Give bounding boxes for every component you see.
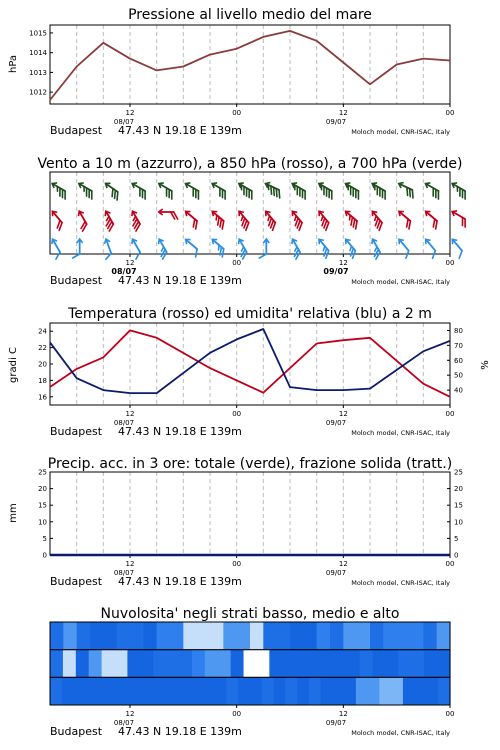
date-label: 08/07 — [113, 569, 135, 577]
wind-barb — [262, 181, 283, 198]
x-tick-label: 12 — [125, 259, 135, 267]
cloud-cell — [321, 677, 333, 705]
y-tick-label: 0 — [42, 551, 47, 560]
barb-feather — [259, 254, 266, 258]
cloud-cell — [102, 650, 116, 678]
cloud-cell — [179, 650, 193, 678]
wind-barb — [49, 181, 70, 199]
footer-coords: 47.43 N 19.18 E 139m — [118, 124, 242, 137]
panel1-ylabel: hPa — [8, 54, 19, 74]
cloud-cell — [156, 677, 168, 705]
x-tick-label: 12 — [125, 560, 135, 568]
cloud-cell — [368, 677, 380, 705]
cloud-cell — [391, 677, 403, 705]
wind-barb — [421, 209, 442, 229]
cloud-cell — [269, 650, 283, 678]
wind-barb — [314, 237, 334, 258]
wind-barb — [100, 210, 118, 231]
cloud-cell — [50, 622, 64, 650]
barb-staff — [106, 240, 111, 253]
cloud-cell — [127, 650, 141, 678]
panel1-title: Pressione al livello medio del mare — [128, 7, 372, 23]
cloud-cell — [438, 677, 450, 705]
cloud-cell — [85, 677, 97, 705]
cloud-cell — [215, 677, 227, 705]
x-tick-label: 00 — [232, 259, 242, 267]
wind-barb — [394, 209, 415, 229]
footer-credit: Moloch model, CNR-ISAC, Italy — [351, 429, 450, 437]
cloud-cell — [321, 650, 335, 678]
cloud-cell — [231, 650, 245, 678]
cloud-cell — [410, 622, 424, 650]
x-tick-label: 12 — [125, 109, 135, 117]
x-tick-label: 00 — [232, 109, 242, 117]
cloud-cell — [437, 622, 451, 650]
cloud-cell — [403, 677, 415, 705]
cloud-cell — [424, 650, 438, 678]
wind-barb — [209, 181, 230, 199]
cloud-cell — [330, 622, 344, 650]
cloud-cell — [398, 650, 412, 678]
barb-feather — [193, 249, 201, 257]
y-tick-label-right: 60 — [454, 356, 463, 365]
wind-barb — [396, 181, 417, 198]
humidity-line — [50, 329, 450, 393]
panel3-title: Temperatura (rosso) ed umidita' relativa (blu) a 2 m — [68, 306, 432, 322]
date-label: 09/07 — [325, 419, 347, 427]
barb-feather — [403, 251, 411, 259]
cloud-cell — [360, 650, 374, 678]
cloud-cell — [132, 677, 144, 705]
barb-feather — [134, 252, 142, 259]
y-tick-label-right: 20 — [454, 485, 463, 494]
cloud-cell — [426, 677, 438, 705]
wind-barb — [287, 209, 307, 230]
temperature-panel — [38, 323, 463, 438]
cloud-cell — [226, 677, 238, 705]
cloud-cell — [157, 622, 171, 650]
y-tick-label-right: 0 — [454, 551, 459, 560]
footer-coords: 47.43 N 19.18 E 139m — [118, 274, 242, 287]
y-tick-label: 1014 — [29, 49, 47, 58]
wind-barb — [234, 209, 254, 230]
cloud-cell — [237, 622, 251, 650]
wind-barb — [422, 181, 443, 199]
cloud-cell — [309, 677, 321, 705]
cloud-cell — [344, 677, 356, 705]
barb-staff — [186, 240, 197, 249]
wind-barb — [208, 209, 229, 229]
cloud-cell — [109, 677, 121, 705]
x-tick-label: 00 — [232, 410, 242, 418]
cloud-cell — [277, 622, 291, 650]
cloud-cell — [179, 677, 191, 705]
cloud-cell — [282, 650, 296, 678]
cloud-cell — [143, 622, 157, 650]
cloud-cell — [144, 677, 156, 705]
cloud-cell — [153, 650, 167, 678]
date-label: 09/07 — [325, 719, 347, 727]
date-label: 08/07 — [113, 118, 135, 126]
cloud-cell — [295, 650, 309, 678]
wind-barb — [420, 237, 440, 258]
wind-barb — [155, 181, 176, 199]
wind-barb — [314, 209, 334, 230]
y-tick-label: 5 — [42, 534, 47, 543]
wind-barb — [181, 209, 202, 229]
cloud-cell — [297, 677, 309, 705]
cloud-cell — [411, 650, 425, 678]
y-tick-label-right: 70 — [454, 341, 463, 350]
y-tick-label-right: 40 — [454, 386, 463, 395]
wind-barb — [342, 181, 363, 199]
cloud-cell — [62, 677, 74, 705]
cloud-cell — [63, 622, 77, 650]
cloud-cell — [263, 622, 277, 650]
wind-barb — [449, 181, 470, 199]
cloud-cell — [379, 677, 391, 705]
y-tick-label: 22 — [38, 344, 47, 353]
x-tick-label: 00 — [445, 109, 455, 117]
barb-staff — [426, 240, 435, 251]
x-tick-label: 12 — [338, 710, 348, 718]
cloud-cell — [130, 622, 144, 650]
footer-location: Budapest — [50, 274, 103, 287]
cloud-cell — [370, 622, 384, 650]
date-label: 08/07 — [113, 419, 135, 427]
date-label: 09/07 — [325, 118, 347, 126]
cloud-cell — [183, 622, 197, 650]
cloud-cell — [117, 622, 131, 650]
precipitation-panel — [38, 469, 463, 589]
y-tick-label: 1013 — [29, 68, 47, 77]
plot-frame — [50, 323, 450, 405]
cloud-cell — [244, 650, 257, 678]
cloud-cell — [290, 622, 304, 650]
cloud-cell — [397, 622, 411, 650]
x-tick-label: 00 — [445, 710, 455, 718]
x-tick-label: 12 — [338, 410, 348, 418]
panel4-title: Precip. acc. in 3 ore: totale (verde), frazione solida (tratt.) — [47, 456, 453, 472]
barb-feather — [457, 251, 465, 259]
wind-barb — [126, 210, 144, 231]
panel3-ylabel-right: % — [480, 360, 491, 370]
panel3-ylabel: gradi C — [8, 347, 19, 383]
y-tick-label: 1015 — [29, 29, 47, 38]
cloud-cell — [415, 677, 427, 705]
y-tick-label-right: 15 — [454, 501, 463, 510]
y-tick-label: 15 — [38, 501, 47, 510]
wind-barb — [449, 209, 470, 227]
cloud-cell — [357, 622, 371, 650]
barb-staff — [400, 240, 409, 251]
cloud-cell — [140, 650, 154, 678]
date-label: 09/07 — [325, 569, 347, 577]
y-tick-label-right: 10 — [454, 518, 463, 527]
footer-location: Budapest — [50, 425, 103, 438]
x-tick-label: 12 — [338, 560, 348, 568]
cloud-cell — [356, 677, 368, 705]
wind-barb — [159, 209, 178, 219]
cloud-cell — [166, 650, 180, 678]
x-tick-label: 00 — [445, 560, 455, 568]
cloud-cell — [250, 622, 264, 650]
footer-location: Budapest — [50, 124, 103, 137]
barb-staff — [453, 240, 462, 251]
cloud-cell — [256, 650, 270, 678]
x-tick-label: 12 — [338, 109, 348, 117]
y-tick-label: 18 — [38, 376, 47, 385]
panel5-title: Nuvolosita' negli strati basso, medio e alto — [100, 606, 400, 622]
cloud-cell — [317, 622, 331, 650]
footer-credit: Moloch model, CNR-ISAC, Italy — [351, 278, 450, 286]
wind-barb — [129, 181, 150, 199]
cloud-cell — [332, 677, 344, 705]
cloud-cell — [223, 622, 237, 650]
barb-feather — [73, 254, 80, 258]
date-label: 08/07 — [113, 719, 135, 727]
cloud-cell — [308, 650, 322, 678]
wind-barb — [341, 209, 362, 229]
cloud-cell — [63, 650, 77, 678]
cloud-cell — [103, 622, 117, 650]
cloud-cell — [343, 622, 357, 650]
date-label: 09/07 — [323, 267, 349, 276]
y-tick-label: 20 — [38, 485, 47, 494]
footer-coords: 47.43 N 19.18 E 139m — [118, 575, 242, 588]
cloud-cell — [218, 650, 232, 678]
cloud-cell — [170, 622, 184, 650]
wind-barb — [126, 238, 144, 259]
y-tick-label-right: 25 — [454, 468, 463, 477]
plot-frame — [50, 25, 450, 104]
x-tick-label: 12 — [125, 410, 135, 418]
barb-feather — [54, 252, 62, 259]
wind-barb — [75, 181, 96, 199]
wind-barb — [260, 209, 280, 230]
cloud-cell — [385, 650, 399, 678]
x-tick-label: 00 — [445, 410, 455, 418]
wind-barb — [73, 210, 91, 231]
x-tick-label: 12 — [125, 710, 135, 718]
panel4-ylabel: mm — [8, 503, 19, 523]
y-tick-label: 20 — [38, 360, 47, 369]
y-tick-label: 1012 — [29, 88, 47, 97]
y-tick-label: 24 — [38, 327, 47, 336]
wind-barb — [394, 237, 414, 258]
cloud-cell — [205, 650, 219, 678]
footer-coords: 47.43 N 19.18 E 139m — [118, 725, 242, 738]
wind-barb — [101, 181, 122, 200]
wind-barb — [366, 238, 384, 259]
y-tick-label-right: 50 — [454, 371, 463, 380]
plot-frame — [50, 472, 450, 555]
cloud-cell — [250, 677, 262, 705]
footer-credit: Moloch model, CNR-ISAC, Italy — [351, 579, 450, 587]
wind-barb — [153, 238, 171, 259]
cloud-cell — [76, 650, 90, 678]
wind-barb — [286, 238, 304, 259]
cloud-cell — [90, 622, 104, 650]
cloud-cell — [191, 677, 203, 705]
wind-barb — [235, 181, 256, 199]
cloud-cell — [203, 677, 215, 705]
footer-coords: 47.43 N 19.18 E 139m — [118, 425, 242, 438]
cloud-cell — [347, 650, 361, 678]
wind-barb — [233, 238, 251, 259]
footer-location: Budapest — [50, 725, 103, 738]
wind-barb — [259, 239, 269, 258]
cloud-panel — [50, 622, 454, 738]
wind-panel — [46, 172, 470, 287]
y-tick-label: 25 — [38, 468, 47, 477]
wind-barb — [99, 238, 115, 259]
cloud-cell — [50, 677, 62, 705]
wind-barb — [46, 238, 64, 259]
cloud-cell — [262, 677, 274, 705]
cloud-cell — [192, 650, 206, 678]
x-tick-label: 00 — [232, 710, 242, 718]
pressure-line — [50, 31, 450, 100]
cloud-cell — [210, 622, 224, 650]
wind-barb — [182, 181, 203, 199]
wind-barb — [315, 181, 336, 199]
cloud-cell — [97, 677, 109, 705]
cloud-cell — [334, 650, 348, 678]
cloud-cell — [121, 677, 133, 705]
y-tick-label: 16 — [38, 393, 47, 402]
pressure-panel — [29, 25, 454, 137]
cloud-cell — [383, 622, 397, 650]
x-tick-label: 00 — [445, 259, 455, 267]
barb-staff — [53, 240, 60, 252]
cloud-cell — [373, 650, 387, 678]
cloud-cell — [285, 677, 297, 705]
cloud-cell — [197, 622, 211, 650]
footer-credit: Moloch model, CNR-ISAC, Italy — [351, 128, 450, 136]
temperature-line — [50, 330, 450, 396]
barb-staff — [133, 240, 140, 252]
wind-barb — [369, 181, 390, 199]
cloud-cell — [303, 622, 317, 650]
wind-barb — [289, 181, 310, 199]
cloud-cell — [238, 677, 250, 705]
cloud-cell — [89, 650, 103, 678]
y-tick-label-right: 5 — [454, 534, 459, 543]
cloud-cell — [423, 622, 437, 650]
date-label: 08/07 — [111, 267, 137, 276]
cloud-cell — [274, 677, 286, 705]
barb-feather — [430, 251, 438, 259]
cloud-cell — [115, 650, 128, 678]
cloud-cell — [77, 622, 91, 650]
footer-credit: Moloch model, CNR-ISAC, Italy — [351, 729, 450, 737]
panel2-title: Vento a 10 m (azzurro), a 850 hPa (rosso), a 700 hPa (verde) — [37, 156, 463, 172]
x-tick-label: 12 — [338, 259, 348, 267]
cloud-cell — [74, 677, 86, 705]
y-tick-label: 10 — [38, 518, 47, 527]
wind-barb — [367, 209, 387, 230]
cloud-cell — [50, 650, 64, 678]
cloud-cell — [437, 650, 451, 678]
x-tick-label: 00 — [232, 560, 242, 568]
wind-barb — [73, 239, 83, 258]
footer-location: Budapest — [50, 575, 103, 588]
cloud-cell — [168, 677, 180, 705]
y-tick-label-right: 80 — [454, 326, 463, 335]
